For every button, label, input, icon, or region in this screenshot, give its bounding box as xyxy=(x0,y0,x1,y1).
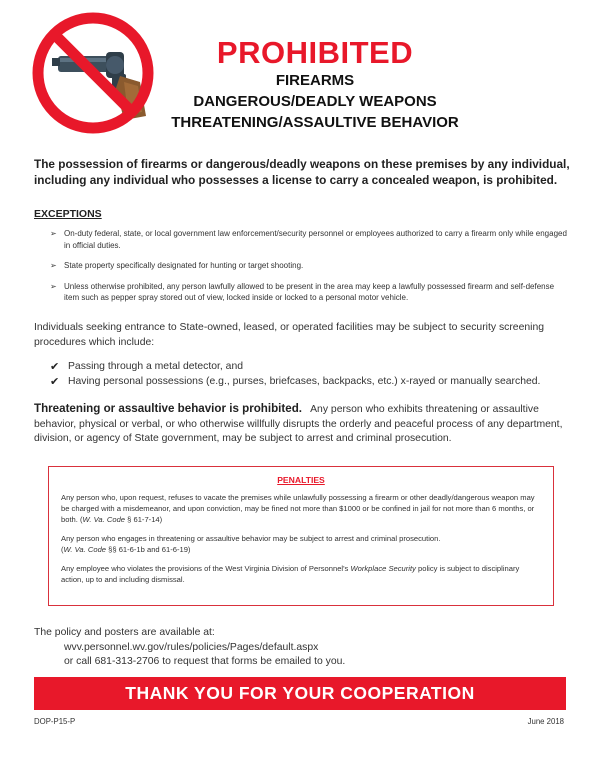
arrow-bullet-icon: ➢ xyxy=(50,229,57,238)
penalty-paragraph: Any employee who violates the provisions of the West Virginia Division of Personnel's Workplace Security policy is subject to disciplinary action, up to and including dismissal. xyxy=(61,564,520,584)
policy-phone-text: or call 681-313-2706 to request that forms be emailed to you. xyxy=(64,656,346,667)
title-block xyxy=(150,36,480,133)
policy-availability-text: The policy and posters are available at: xyxy=(34,627,215,638)
check-mark-icon: ✔ xyxy=(50,361,60,373)
screening-text: Individuals seeking entrance to State-owned, leased, or operated facilities may be subject to security screening procedures which include: xyxy=(34,322,545,348)
subtitle-firearms: FIREARMS xyxy=(275,72,355,89)
screening-list xyxy=(50,360,570,389)
form-id: DOP-P15-P xyxy=(34,717,76,726)
penalty-paragraph: Any person who, upon request, refuses to vacate the premises while unlawfully possessing a firearm or other deadly/dangerous weapon may be charged with a misdemeanor, and upon conviction, may be fined not more than $1000 or be confined in jail for not more than 6 months, or both. (W. Va. Code § 61-7-14) xyxy=(61,493,535,524)
penalties-box xyxy=(48,466,554,606)
no-guns-icon xyxy=(28,8,158,138)
policy-url-link[interactable]: wvv.personnel.wv.gov/rules/policies/Pages/default.aspx xyxy=(64,641,319,653)
threat-body: Any person who exhibits threatening or assaultive behavior, physical or verbal, or who otherwise willfully disrupts the orderly and peaceful process of any department, division, or agency of State government, may be subject to arrest and criminal prosecution. xyxy=(34,404,563,444)
arrow-bullet-icon: ➢ xyxy=(50,261,57,270)
thank-you-banner: THANK YOU FOR YOUR COOPERATION xyxy=(34,677,566,710)
exception-item: ➢ Unless otherwise prohibited, any person lawfully allowed to be present in the area may keep a lawfully possessed firearm and self-defense item such as pepper spray stored out of view, locked inside or locked to a personal motor vehicle. xyxy=(50,281,555,302)
subtitle-behavior: THREATENING/ASSAULTIVE BEHAVIOR xyxy=(171,114,459,131)
exceptions-heading: EXCEPTIONS xyxy=(34,208,102,220)
subtitle-weapons: DANGEROUS/DEADLY WEAPONS xyxy=(193,93,437,110)
intro-statement: The possession of firearms or dangerous/deadly weapons on these premises by any individual, including any individual who possesses a license to carry a concealed weapon, is prohibited. xyxy=(34,157,570,187)
exceptions-list xyxy=(50,228,570,313)
arrow-bullet-icon: ➢ xyxy=(50,281,57,291)
page-title: PROHIBITED xyxy=(216,35,414,70)
penalties-heading: PENALTIES xyxy=(277,475,325,485)
revision-date: June 2018 xyxy=(527,717,564,726)
screening-item: ✔ Passing through a metal detector, and xyxy=(50,361,244,373)
exception-item: ➢ On-duty federal, state, or local government law enforcement/security personnel or employees authorized to carry a firearm only while engaged in official duties. xyxy=(50,229,567,250)
screening-item: ✔ Having personal possessions (e.g., purses, briefcases, backpacks, etc.) x-rayed or manually searched. xyxy=(50,375,541,388)
threat-paragraph xyxy=(34,402,574,447)
exception-item: ➢ State property specifically designated for hunting or target shooting. xyxy=(50,261,304,270)
penalty-paragraph: Any person who engages in threatening or assaultive behavior may be subject to arrest and criminal prosecution. (W. Va. Code §§ 61-6-1b and 61-6-19) xyxy=(61,534,441,554)
threat-lead: Threatening or assaultive behavior is prohibited. xyxy=(34,402,303,415)
policy-info xyxy=(34,626,574,670)
check-mark-icon: ✔ xyxy=(50,375,60,388)
